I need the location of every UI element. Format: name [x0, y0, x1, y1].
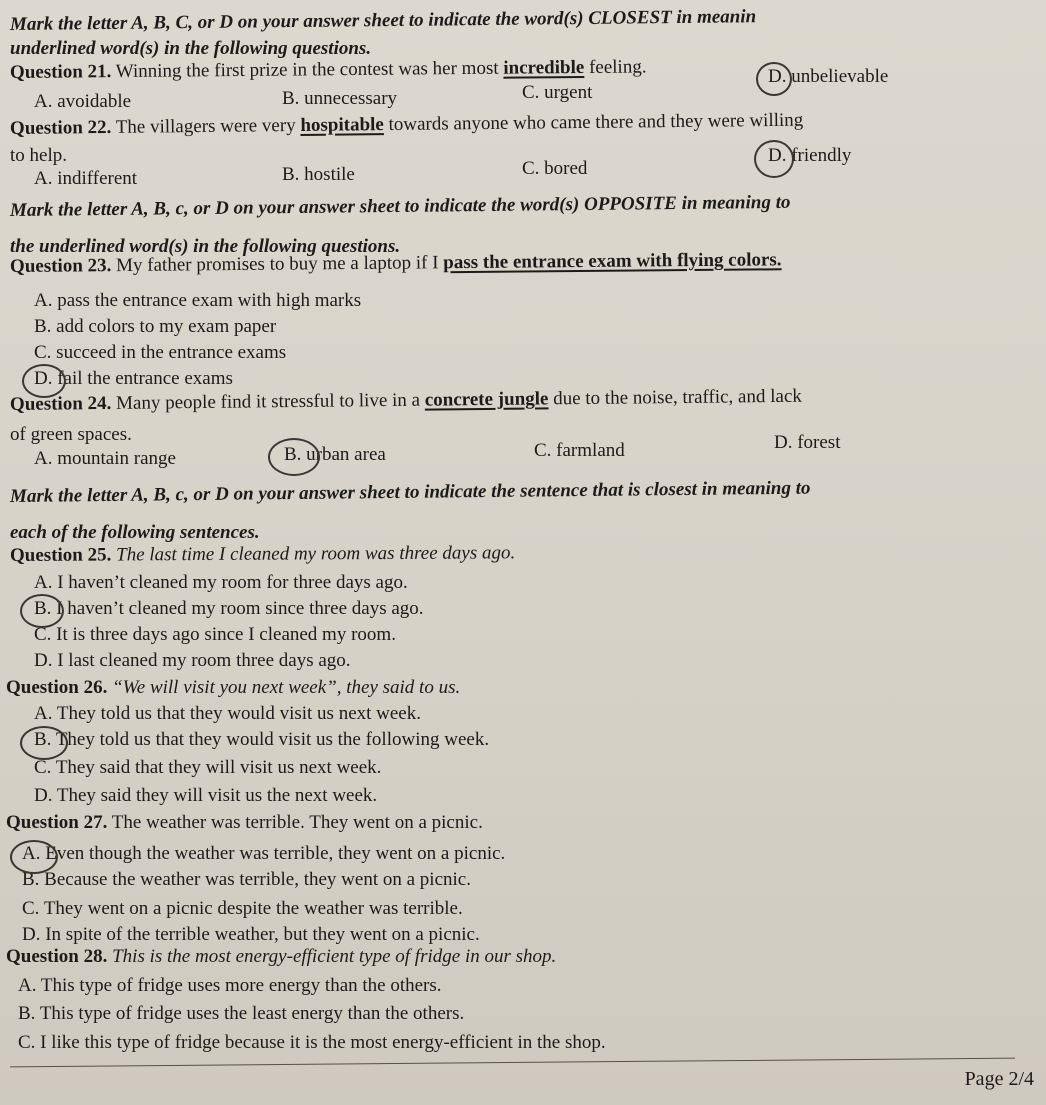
instruction-sentence-line2: each of the following sentences. [10, 522, 260, 543]
q23-option-b: B. add colors to my exam paper [34, 316, 277, 337]
question-28-label: Question 28. [6, 946, 108, 967]
q26-option-c: C. They said that they will visit us next week. [34, 757, 382, 778]
question-24-label: Question 24. [9, 392, 112, 415]
question-21-text-pre: Winning the first prize in the contest was her most [111, 57, 504, 83]
question-26-stem: “We will visit you next week”, they said to us. [107, 677, 461, 698]
question-21-label: Question 21. [9, 61, 112, 83]
q23-option-a: A. pass the entrance exam with high marks [34, 290, 362, 311]
footer-divider [10, 1058, 1015, 1068]
question-23-underlined: pass the entrance exam with flying colors. [443, 249, 782, 274]
q27-option-d: D. In spite of the terrible weather, but they went on a picnic. [22, 924, 480, 945]
question-27-label: Question 27. [6, 812, 108, 833]
question-22-continuation: to help. [10, 145, 67, 166]
question-22-text-pre: The villagers were very [111, 114, 301, 138]
question-26 [6, 677, 460, 699]
q21-option-b: B. unnecessary [282, 88, 398, 109]
q27-option-a: A. Even though the weather was terrible, they went on a picnic. [22, 843, 506, 864]
q25-option-d: D. I last cleaned my room three days ago. [34, 650, 351, 671]
q25-option-a: A. I haven’t cleaned my room for three days ago. [34, 572, 408, 593]
q24-option-d: D. forest [774, 432, 841, 453]
question-26-label: Question 26. [6, 677, 108, 698]
q28-option-c: C. I like this type of fridge because it is the most energy-efficient in the shop. [18, 1032, 606, 1053]
question-22 [10, 110, 803, 140]
question-27 [6, 812, 483, 834]
question-25-label: Question 25. [9, 544, 112, 566]
q22-option-b: B. hostile [282, 164, 355, 185]
question-22-underlined: hospitable [300, 114, 384, 136]
question-23-label: Question 23. [9, 255, 112, 277]
question-24-text-pre: Many people find it stressful to live in a [111, 389, 425, 414]
instruction-sentence-line1: Mark the letter A, B, c, or D on your answer sheet to indicate the sentence that is closest in meaning to [9, 477, 811, 507]
page-number: Page 2/4 [964, 1068, 1034, 1090]
question-24-continuation: of green spaces. [10, 424, 132, 445]
question-25-stem: The last time I cleaned my room was three days ago. [111, 542, 516, 566]
question-27-stem: The weather was terrible. They went on a picnic. [107, 812, 483, 833]
q25-option-b: B. I haven’t cleaned my room since three days ago. [34, 598, 424, 619]
q25-option-c: C. It is three days ago since I cleaned my room. [34, 624, 396, 645]
instruction-closest-line1: Mark the letter A, B, C, or D on your answer sheet to indicate the word(s) CLOSEST in meanin [9, 6, 757, 35]
q28-option-b: B. This type of fridge uses the least energy than the others. [18, 1003, 465, 1024]
q24-option-c: C. farmland [534, 440, 625, 461]
q28-option-a: A. This type of fridge uses more energy than the others. [18, 975, 442, 996]
question-21-text-post: feeling. [584, 56, 647, 78]
question-24-underlined: concrete jungle [424, 388, 549, 411]
q26-option-a: A. They told us that they would visit us next week. [34, 703, 421, 724]
q21-option-a: A. avoidable [34, 91, 132, 112]
q23-option-c: C. succeed in the entrance exams [34, 342, 287, 363]
q22-option-d: D. friendly [768, 145, 852, 166]
question-24-text-post: due to the noise, traffic, and lack [548, 385, 802, 410]
question-22-label: Question 22. [9, 116, 112, 139]
q26-option-d: D. They said they will visit us the next week. [34, 785, 378, 806]
q24-option-b: B. urban area [284, 444, 386, 465]
q21-option-d: D. unbelievable [768, 66, 889, 87]
instruction-opposite-line1: Mark the letter A, B, c, or D on your answer sheet to indicate the word(s) OPPOSITE in meaning to [9, 191, 791, 221]
q26-option-b: B. They told us that they would visit us the following week. [34, 729, 490, 750]
q23-option-d: D. fail the entrance exams [34, 368, 233, 389]
question-21-underlined: incredible [503, 56, 585, 79]
q22-option-c: C. bored [522, 158, 588, 179]
instruction-closest-line2: underlined word(s) in the following questions. [10, 38, 372, 59]
q27-option-b: B. Because the weather was terrible, they went on a picnic. [22, 869, 471, 890]
question-23-text-pre: My father promises to buy me a laptop if I [111, 252, 444, 277]
question-25 [10, 542, 515, 567]
q27-option-c: C. They went on a picnic despite the weather was terrible. [22, 898, 463, 919]
question-28 [6, 946, 556, 968]
question-21 [10, 56, 647, 84]
question-24 [10, 386, 802, 416]
q24-option-a: A. mountain range [34, 448, 176, 469]
q22-option-a: A. indifferent [34, 168, 138, 189]
instruction-opposite-line2: the underlined word(s) in the following questions. [10, 236, 401, 257]
question-28-stem: This is the most energy-efficient type of fridge in our shop. [107, 946, 557, 967]
q21-option-c: C. urgent [522, 82, 593, 103]
question-22-text-post: towards anyone who came there and they were willing [383, 109, 804, 136]
